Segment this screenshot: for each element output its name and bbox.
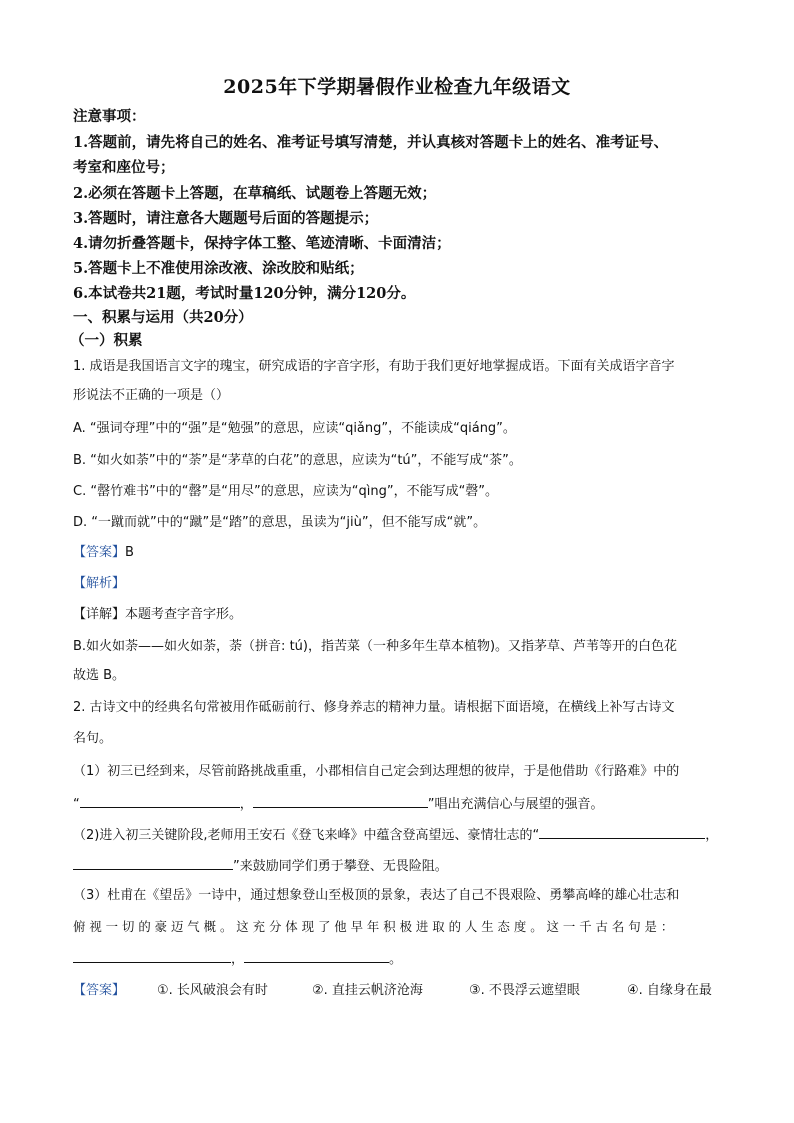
answer-item: ①. 长风破浪会有时 bbox=[157, 983, 268, 998]
q1-answer-line bbox=[73, 543, 134, 563]
comma: ， bbox=[239, 797, 253, 812]
q1-conclusion: 故选 B。 bbox=[73, 668, 126, 683]
fill-blank-5[interactable] bbox=[73, 948, 231, 963]
q1-option-b: B. “如火如荼”中的“荼”是“茅草的白花”的意思，应读为“tú”，不能写成“茶”。 bbox=[73, 453, 522, 468]
q1-stem: 1. 成语是我国语言文字的瑰宝，研究成语的字音字形，有助于我们更好地掌握成语。下面有关成语字音字 bbox=[73, 359, 675, 374]
q2-part2-cont bbox=[73, 855, 448, 877]
notice-item: 考室和座位号； bbox=[73, 159, 175, 176]
q2-part1: （1）初三已经到来，尽管前路挑战重重，小郡相信自己定会到达理想的彼岸，于是他借助《行路难》中的 bbox=[73, 764, 680, 779]
fill-blank-1[interactable] bbox=[80, 793, 240, 808]
notice-item: 1.答题前，请先将自己的姓名、准考证号填写清楚，并认真核对答题卡上的姓名、准考证号、 bbox=[73, 134, 669, 151]
notice-item: 6.本试卷共21题，考试时量120分钟，满分120分。 bbox=[73, 285, 416, 302]
q2-part2 bbox=[73, 824, 718, 846]
detail-text: 本题考查字音字形。 bbox=[125, 607, 243, 622]
q1-detail-line bbox=[73, 605, 242, 625]
q2-answer-line bbox=[73, 981, 712, 1001]
notice-item: 2.必须在答题卡上答题，在草稿纸、试题卷上答题无效； bbox=[73, 185, 437, 202]
section-heading: 一、积累与运用（共20分） bbox=[73, 309, 253, 326]
notice-item: 3.答题时，请注意各大题题号后面的答题提示； bbox=[73, 210, 379, 227]
quote-open: “ bbox=[73, 797, 80, 812]
q1-option-a: A. “强词夺理”中的“强”是“勉强”的意思，应读“qiǎng”，不能读成“qiáng”。 bbox=[73, 421, 516, 436]
detail-tag: 【详解】 bbox=[73, 607, 126, 622]
q2-stem: 名句。 bbox=[73, 731, 113, 746]
answer-item: ④. 自缘身在最 bbox=[627, 983, 712, 998]
q2-part2-text: （2)进入初三关键阶段,老师用王安石《登飞来峰》中蕴含登高望远、豪情壮志的“ bbox=[73, 828, 540, 843]
q2-part1-blanks bbox=[73, 793, 604, 815]
q2-stem: 2. 古诗文中的经典名句常被用作砥砺前行、修身养志的精神力量。请根据下面语境，在横线上补写古诗文 bbox=[73, 700, 675, 715]
answer-item: ③. 不畏浮云遮望眼 bbox=[469, 983, 580, 998]
fill-blank-6[interactable] bbox=[244, 948, 389, 963]
notice-heading: 注意事项： bbox=[73, 108, 146, 125]
comma: ， bbox=[705, 828, 719, 843]
answer-tag: 【答案】 bbox=[73, 545, 126, 560]
comma: ， bbox=[231, 952, 245, 967]
fill-blank-4[interactable] bbox=[73, 855, 233, 870]
analysis-tag: 【解析】 bbox=[73, 576, 126, 591]
answer-tag: 【答案】 bbox=[73, 983, 126, 998]
q1-option-d: D. “一蹴而就”中的“蹴”是“踏”的意思，虽读为“jiù”，但不能写成“就”。 bbox=[73, 515, 487, 530]
q1-stem: 形说法不正确的一项是（） bbox=[73, 388, 230, 403]
answer-item: ②. 直挂云帆济沧海 bbox=[312, 983, 423, 998]
fill-blank-2[interactable] bbox=[253, 793, 428, 808]
subsection-heading: （一）积累 bbox=[70, 332, 143, 349]
period: 。 bbox=[389, 952, 403, 967]
quote-close: ”唱出充满信心与展望的强音。 bbox=[427, 797, 604, 812]
q1-option-c: C. “罄竹难书”中的“罄”是“用尽”的意思，应读为“qìng”，不能写成“磬”。 bbox=[73, 484, 499, 499]
answer-value: B bbox=[125, 545, 134, 560]
q2-part3: （3）杜甫在《望岳》一诗中，通过想象登山至极顶的景象，表达了自己不畏艰险、勇攀高峰的雄心壮志和 bbox=[73, 888, 680, 903]
q2-part2-end: ”来鼓励同学们勇于攀登、无畏险阻。 bbox=[233, 859, 448, 874]
q2-part3-cont: 俯 视 一 切 的 豪 迈 气 概 。 这 充 分 体 现 了 他 早 年 积 极 进 取 的 人 生 态 度 。 这 一 千 古 名 句 是 ： bbox=[73, 919, 674, 934]
q2-part3-blanks bbox=[73, 948, 402, 970]
notice-item: 4.请勿折叠答题卡，保持字体工整、笔迹清晰、卡面清洁； bbox=[73, 235, 451, 252]
notice-item: 5.答题卡上不准使用涂改液、涂改胶和贴纸； bbox=[73, 260, 364, 277]
page-title: 2025年下学期暑假作业检查九年级语文 bbox=[223, 76, 571, 98]
fill-blank-3[interactable] bbox=[539, 824, 705, 839]
q1-explain: B.如火如荼——如火如荼，荼（拼音: tú)，指苦菜（一种多年生草本植物)。又指茅草、芦苇等开的白色花 bbox=[73, 639, 678, 654]
